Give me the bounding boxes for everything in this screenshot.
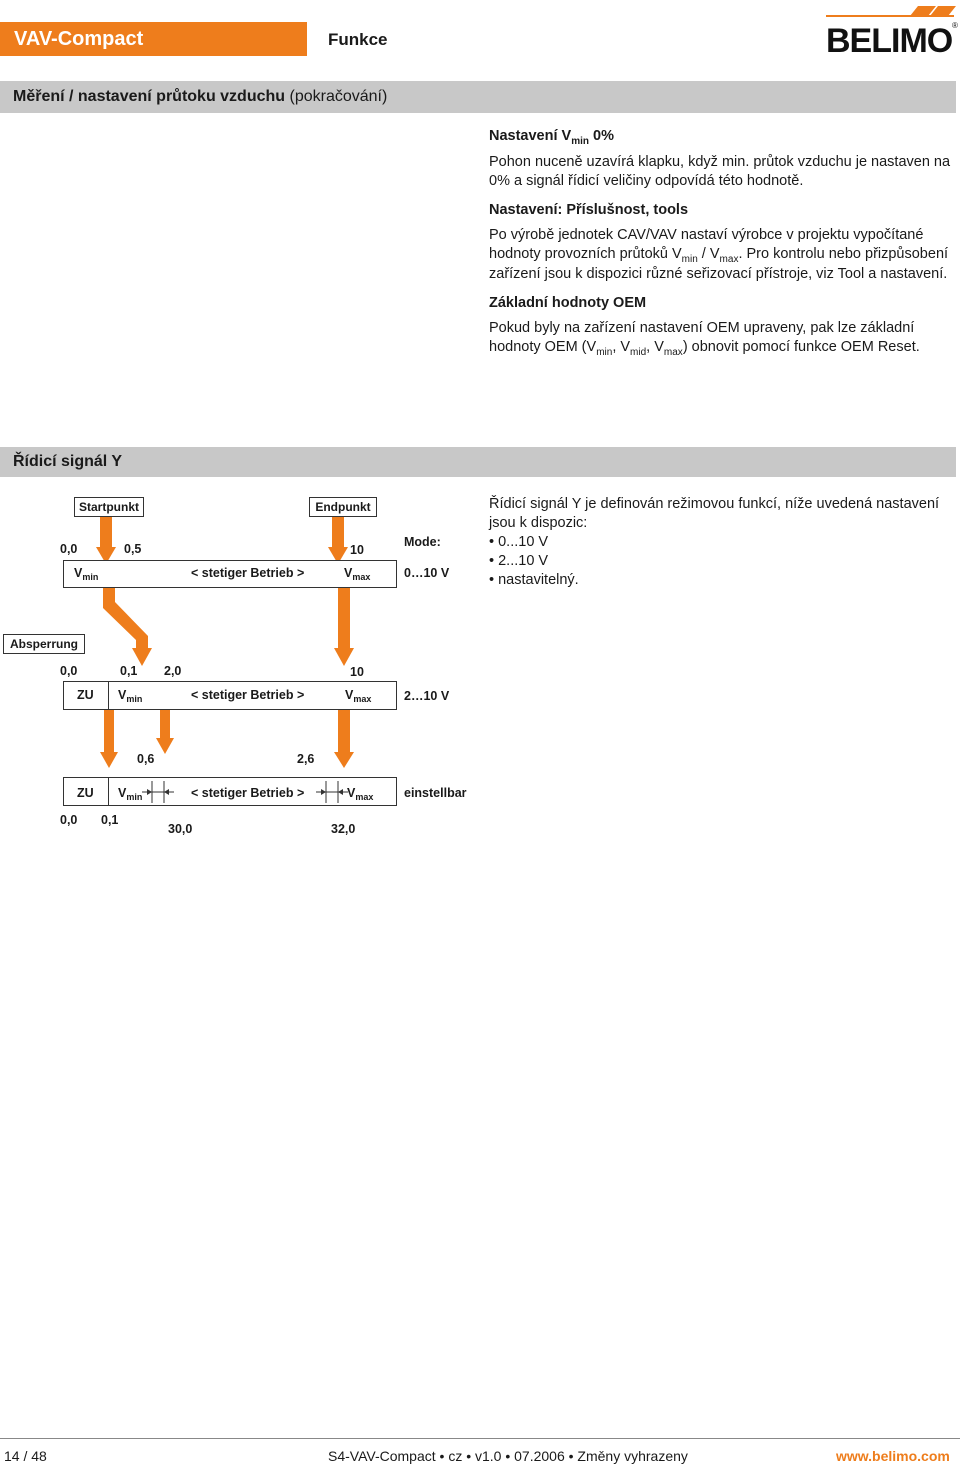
mode-label: Mode:: [404, 535, 441, 549]
start-path: [103, 588, 148, 648]
value-label: 0,1: [120, 664, 138, 678]
divider: [108, 777, 109, 805]
row3-end-shaft: [338, 710, 350, 752]
website-link[interactable]: www.belimo.com: [836, 1448, 950, 1464]
value-label: 2,0: [164, 664, 182, 678]
end-path-arrow-head: [334, 648, 354, 666]
signal-intro: Řídicí signál Y je definován režimovou funkcí, níže uvedená nastavení jsou k dispozic:: [489, 496, 940, 531]
mode-value: 2…10 V: [404, 689, 450, 703]
endpunkt-box: Endpunkt: [309, 497, 377, 517]
value-label: 0,0: [60, 664, 78, 678]
paragraph-text: Pokud byly na zařízení nastavení OEM upraveny, pak lze základní hodnoty OEM ($V_{min}$, $V_{mid}$, $V_{max}$) obnovit pomocí funkce OEM Reset.: [489, 320, 920, 358]
value-label: 0,0: [60, 542, 78, 556]
end-path: [338, 588, 350, 648]
paragraph-oem-defaults: [489, 294, 959, 358]
section-title-airflow: Měření / nastavení průtoku vzduchu (pokračování): [13, 88, 388, 105]
vmax-label: $V_{max}$: [345, 688, 372, 704]
stetig-label: < stetiger Betrieb >: [191, 786, 305, 800]
value-label: 0,6: [137, 752, 155, 766]
value-label: 0,1: [101, 813, 119, 827]
belimo-logo: [826, 4, 960, 58]
paragraph-heading: Základní hodnoty OEM: [489, 295, 647, 311]
mode-value: 0…10 V: [404, 566, 450, 580]
signal-description: [489, 495, 949, 590]
value-label: 10: [350, 665, 364, 679]
svg-text:BELIMO: BELIMO: [826, 22, 953, 58]
zu-label: ZU: [77, 786, 94, 800]
vmin-label: $V_{min}$: [118, 786, 143, 802]
zu-label: ZU: [77, 688, 94, 702]
paragraph-vmin-zero: [489, 127, 959, 191]
row3-end-head: [334, 752, 354, 768]
value-label: 30,0: [168, 822, 193, 836]
stetig-label: < stetiger Betrieb >: [191, 566, 305, 580]
vmin-label: $V_{min}$: [74, 566, 99, 582]
list-item: • 2...10 V: [489, 553, 549, 569]
document-info: S4-VAV-Compact • cz • v1.0 • 07.2006 • Změny vyhrazeny: [328, 1448, 688, 1464]
section-title-signal: Řídicí signál Y: [13, 453, 123, 470]
paragraph-heading: Nastavení $V_{min}$ 0%: [489, 128, 614, 147]
stetig-label: < stetiger Betrieb >: [191, 688, 305, 702]
vmax-label: $V_{max}$: [347, 786, 374, 802]
paragraph-heading: Nastavení: Příslušnost, tools: [489, 202, 689, 218]
list-item: • 0...10 V: [489, 534, 549, 550]
list-item: • nastavitelný.: [489, 572, 579, 588]
svg-text:®: ®: [952, 21, 958, 30]
startpunkt-box: Startpunkt: [74, 497, 144, 517]
value-label: 10: [350, 543, 364, 557]
section-label: Funkce: [328, 30, 388, 49]
absperrung-box: Absperrung: [3, 634, 85, 654]
value-label: 2,6: [297, 752, 315, 766]
vmin-label: $V_{min}$: [118, 688, 143, 704]
value-label: 0,0: [60, 813, 78, 827]
value-label: 32,0: [331, 822, 356, 836]
section-bar-signal: [0, 447, 956, 477]
paragraph-text: Po výrobě jednotek CAV/VAV nastaví výrobce v projektu vypočítané hodnoty provozních průtoků $V_{min} / V_{max}$. Pro kontrolu nebo přizpůsobení zařízení jsou k dispozici různé seřizovací přístroje, viz Tool a nastavení.: [489, 227, 949, 282]
product-title: VAV-Compact: [14, 28, 144, 50]
divider: [108, 681, 109, 709]
footer-rule: [0, 1438, 960, 1439]
start-arrow-shaft: [100, 515, 112, 547]
paragraph-settings-tools: [489, 201, 959, 284]
vmax-label: $V_{max}$: [344, 566, 371, 582]
paragraph-text: Pohon nuceně uzavírá klapku, když min. průtok vzduchu je nastaven na 0% a signál řídicí veličiny odpovídá této hodnotě.: [489, 154, 951, 189]
value-label: 0,5: [124, 542, 142, 556]
row3-left-head: [100, 752, 118, 768]
row3-start-shaft: [160, 710, 170, 738]
row3-start-head: [156, 738, 174, 754]
mode-value: einstellbar: [404, 786, 467, 800]
end-arrow-shaft: [332, 515, 344, 547]
page-number: 14 / 48: [4, 1448, 47, 1464]
row3-left-shaft: [104, 710, 114, 752]
